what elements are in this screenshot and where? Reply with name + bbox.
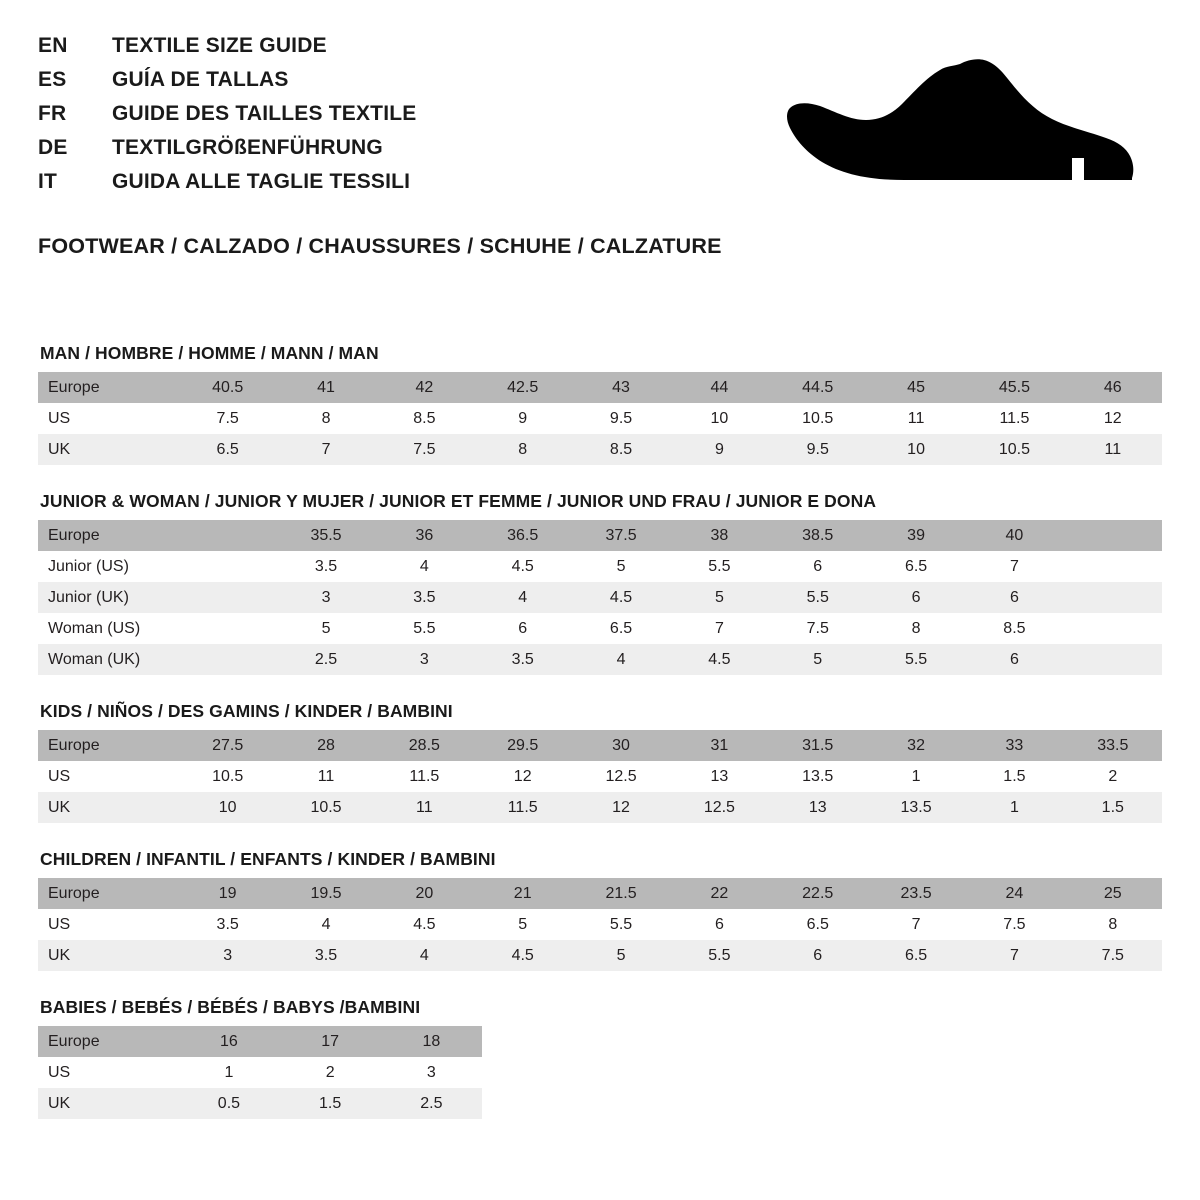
row-label: UK (38, 1088, 178, 1119)
cell: 9 (670, 434, 768, 465)
cell: 1.5 (965, 761, 1063, 792)
cell: 8.5 (375, 403, 473, 434)
cell (179, 582, 277, 613)
cell (1064, 582, 1162, 613)
cell: 4.5 (670, 644, 768, 675)
cell: 3.5 (277, 551, 375, 582)
cell: 36.5 (474, 520, 572, 551)
cell: 2 (280, 1057, 381, 1088)
cell: 3 (277, 582, 375, 613)
section-junior-woman (38, 491, 1164, 675)
section-babies (38, 997, 1164, 1119)
cell: 32 (867, 730, 965, 761)
table-row (38, 1088, 482, 1119)
cell: 8 (277, 403, 375, 434)
cell: 31 (670, 730, 768, 761)
cell: 22 (670, 878, 768, 909)
cell: 39 (867, 520, 965, 551)
dress-shoe-icon (784, 48, 1144, 198)
cell: 19 (179, 878, 277, 909)
cell: 6 (965, 644, 1063, 675)
category-title: FOOTWEAR / CALZADO / CHAUSSURES / SCHUHE / CALZATURE (38, 234, 722, 258)
cell: 10.5 (965, 434, 1063, 465)
cell: 5 (670, 582, 768, 613)
cell: 11.5 (375, 761, 473, 792)
cell: 4 (572, 644, 670, 675)
cell: 2.5 (381, 1088, 482, 1119)
section-title: BABIES / BEBÉS / BÉBÉS / BABYS /BAMBINI (40, 997, 421, 1017)
table-row (38, 792, 1162, 823)
cell: 13.5 (769, 761, 867, 792)
cell: 33.5 (1064, 730, 1162, 761)
cell: 28.5 (375, 730, 473, 761)
cell: 12 (474, 761, 572, 792)
language-title: GUÍA DE TALLAS (112, 68, 289, 91)
row-label: Europe (38, 878, 179, 909)
cell: 5.5 (572, 909, 670, 940)
cell: 3.5 (179, 909, 277, 940)
section-title: CHILDREN / INFANTIL / ENFANTS / KINDER / BAMBINI (40, 849, 496, 869)
cell: 5 (277, 613, 375, 644)
row-label: Woman (UK) (38, 644, 179, 675)
table-row (38, 520, 1162, 551)
cell: 6 (769, 940, 867, 971)
cell: 37.5 (572, 520, 670, 551)
cell: 42 (375, 372, 473, 403)
size-table (38, 520, 1162, 675)
cell: 4.5 (474, 940, 572, 971)
cell: 7 (965, 940, 1063, 971)
cell: 6 (670, 909, 768, 940)
cell: 12.5 (670, 792, 768, 823)
section-kids (38, 701, 1164, 823)
language-title: TEXTILE SIZE GUIDE (112, 34, 327, 57)
cell: 10 (179, 792, 277, 823)
table-row (38, 613, 1162, 644)
cell: 3 (381, 1057, 482, 1088)
cell: 1 (178, 1057, 279, 1088)
cell: 11.5 (965, 403, 1063, 434)
cell: 5 (474, 909, 572, 940)
language-code: EN (38, 34, 68, 57)
cell: 8.5 (965, 613, 1063, 644)
language-code: IT (38, 170, 58, 193)
page-header (38, 34, 1164, 259)
cell: 5 (572, 551, 670, 582)
row-label: US (38, 1057, 178, 1088)
cell: 43 (572, 372, 670, 403)
cell: 13 (670, 761, 768, 792)
cell: 5.5 (375, 613, 473, 644)
cell: 7 (867, 909, 965, 940)
cell: 7.5 (769, 613, 867, 644)
cell: 30 (572, 730, 670, 761)
cell: 45.5 (965, 372, 1063, 403)
table-row (38, 644, 1162, 675)
cell: 24 (965, 878, 1063, 909)
cell: 8 (474, 434, 572, 465)
table-row (38, 551, 1162, 582)
cell: 1.5 (1064, 792, 1162, 823)
cell: 5.5 (867, 644, 965, 675)
row-label: Woman (US) (38, 613, 179, 644)
cell: 3.5 (474, 644, 572, 675)
table-row (38, 1026, 482, 1057)
cell: 2.5 (277, 644, 375, 675)
row-label: US (38, 403, 179, 434)
cell: 12.5 (572, 761, 670, 792)
cell: 46 (1064, 372, 1162, 403)
size-table (38, 730, 1162, 823)
cell (179, 520, 277, 551)
language-code: DE (38, 136, 68, 159)
table-row (38, 372, 1162, 403)
language-title: TEXTILGRÖßENFÜHRUNG (112, 136, 383, 159)
cell: 7 (965, 551, 1063, 582)
cell: 23.5 (867, 878, 965, 909)
cell: 9.5 (769, 434, 867, 465)
cell: 10.5 (769, 403, 867, 434)
cell: 22.5 (769, 878, 867, 909)
row-label: Europe (38, 1026, 178, 1057)
table-row (38, 434, 1162, 465)
table-row (38, 730, 1162, 761)
row-label: UK (38, 940, 179, 971)
cell: 13 (769, 792, 867, 823)
cell: 4 (375, 551, 473, 582)
cell: 4.5 (572, 582, 670, 613)
cell: 31.5 (769, 730, 867, 761)
row-label: UK (38, 792, 179, 823)
cell: 21.5 (572, 878, 670, 909)
cell (179, 613, 277, 644)
cell: 4.5 (474, 551, 572, 582)
size-table (38, 878, 1162, 971)
cell: 6 (769, 551, 867, 582)
language-title: GUIDA ALLE TAGLIE TESSILI (112, 170, 411, 193)
cell: 6.5 (769, 909, 867, 940)
cell: 4 (277, 909, 375, 940)
cell: 11 (277, 761, 375, 792)
cell: 4 (375, 940, 473, 971)
cell (179, 551, 277, 582)
cell: 40.5 (179, 372, 277, 403)
cell: 6.5 (572, 613, 670, 644)
cell: 44 (670, 372, 768, 403)
cell: 29.5 (474, 730, 572, 761)
row-label: UK (38, 434, 179, 465)
cell: 17 (280, 1026, 381, 1057)
table-row (38, 761, 1162, 792)
cell: 7.5 (965, 909, 1063, 940)
cell: 0.5 (178, 1088, 279, 1119)
row-label: Europe (38, 520, 179, 551)
cell (179, 644, 277, 675)
cell: 9.5 (572, 403, 670, 434)
cell: 11.5 (474, 792, 572, 823)
row-label: Europe (38, 372, 179, 403)
cell: 11 (375, 792, 473, 823)
cell: 10 (670, 403, 768, 434)
cell: 7.5 (1064, 940, 1162, 971)
table-row (38, 1057, 482, 1088)
cell: 6.5 (867, 551, 965, 582)
cell: 10 (867, 434, 965, 465)
language-code: FR (38, 102, 67, 125)
cell: 27.5 (179, 730, 277, 761)
cell: 5.5 (670, 551, 768, 582)
cell: 2 (1064, 761, 1162, 792)
section-title: MAN / HOMBRE / HOMME / MANN / MAN (40, 343, 379, 363)
cell: 5 (572, 940, 670, 971)
cell: 10.5 (277, 792, 375, 823)
cell: 25 (1064, 878, 1162, 909)
cell: 9 (474, 403, 572, 434)
section-title: KIDS / NIÑOS / DES GAMINS / KINDER / BAMBINI (40, 701, 453, 721)
cell: 1 (965, 792, 1063, 823)
cell (1064, 613, 1162, 644)
cell: 4.5 (375, 909, 473, 940)
cell: 6 (965, 582, 1063, 613)
cell: 38.5 (769, 520, 867, 551)
cell: 7.5 (179, 403, 277, 434)
row-label: US (38, 909, 179, 940)
cell: 21 (474, 878, 572, 909)
cell: 5 (769, 644, 867, 675)
section-title: JUNIOR & WOMAN / JUNIOR Y MUJER / JUNIOR ET FEMME / JUNIOR UND FRAU / JUNIOR E DONA (40, 491, 877, 511)
cell: 8 (867, 613, 965, 644)
cell: 7.5 (375, 434, 473, 465)
row-label: US (38, 761, 179, 792)
table-row (38, 909, 1162, 940)
cell: 41 (277, 372, 375, 403)
cell: 8 (1064, 909, 1162, 940)
language-title: GUIDE DES TAILLES TEXTILE (112, 102, 417, 125)
table-row (38, 940, 1162, 971)
cell: 38 (670, 520, 768, 551)
row-label: Europe (38, 730, 179, 761)
cell: 6 (474, 613, 572, 644)
cell (1064, 520, 1162, 551)
cell: 5.5 (769, 582, 867, 613)
cell: 7 (277, 434, 375, 465)
table-row (38, 878, 1162, 909)
section-children (38, 849, 1164, 971)
cell (1064, 551, 1162, 582)
cell: 4 (474, 582, 572, 613)
cell: 3 (375, 644, 473, 675)
language-code: ES (38, 68, 67, 91)
cell: 1 (867, 761, 965, 792)
table-row (38, 582, 1162, 613)
cell: 45 (867, 372, 965, 403)
cell: 35.5 (277, 520, 375, 551)
cell: 8.5 (572, 434, 670, 465)
cell: 28 (277, 730, 375, 761)
cell: 6.5 (179, 434, 277, 465)
size-table (38, 372, 1162, 465)
cell: 10.5 (179, 761, 277, 792)
cell: 42.5 (474, 372, 572, 403)
row-label: Junior (US) (38, 551, 179, 582)
cell: 11 (1064, 434, 1162, 465)
cell: 19.5 (277, 878, 375, 909)
row-label: Junior (UK) (38, 582, 179, 613)
cell: 13.5 (867, 792, 965, 823)
cell: 3.5 (375, 582, 473, 613)
cell: 6 (867, 582, 965, 613)
cell: 6.5 (867, 940, 965, 971)
cell: 5.5 (670, 940, 768, 971)
cell: 1.5 (280, 1088, 381, 1119)
cell: 7 (670, 613, 768, 644)
cell: 36 (375, 520, 473, 551)
cell: 12 (1064, 403, 1162, 434)
cell: 16 (178, 1026, 279, 1057)
cell: 12 (572, 792, 670, 823)
cell: 33 (965, 730, 1063, 761)
section-man (38, 343, 1164, 465)
cell: 40 (965, 520, 1063, 551)
cell: 11 (867, 403, 965, 434)
cell: 18 (381, 1026, 482, 1057)
cell (1064, 644, 1162, 675)
cell: 20 (375, 878, 473, 909)
table-row (38, 403, 1162, 434)
cell: 3 (179, 940, 277, 971)
size-tables (38, 343, 1164, 1119)
cell: 3.5 (277, 940, 375, 971)
cell: 44.5 (769, 372, 867, 403)
size-table (38, 1026, 482, 1119)
